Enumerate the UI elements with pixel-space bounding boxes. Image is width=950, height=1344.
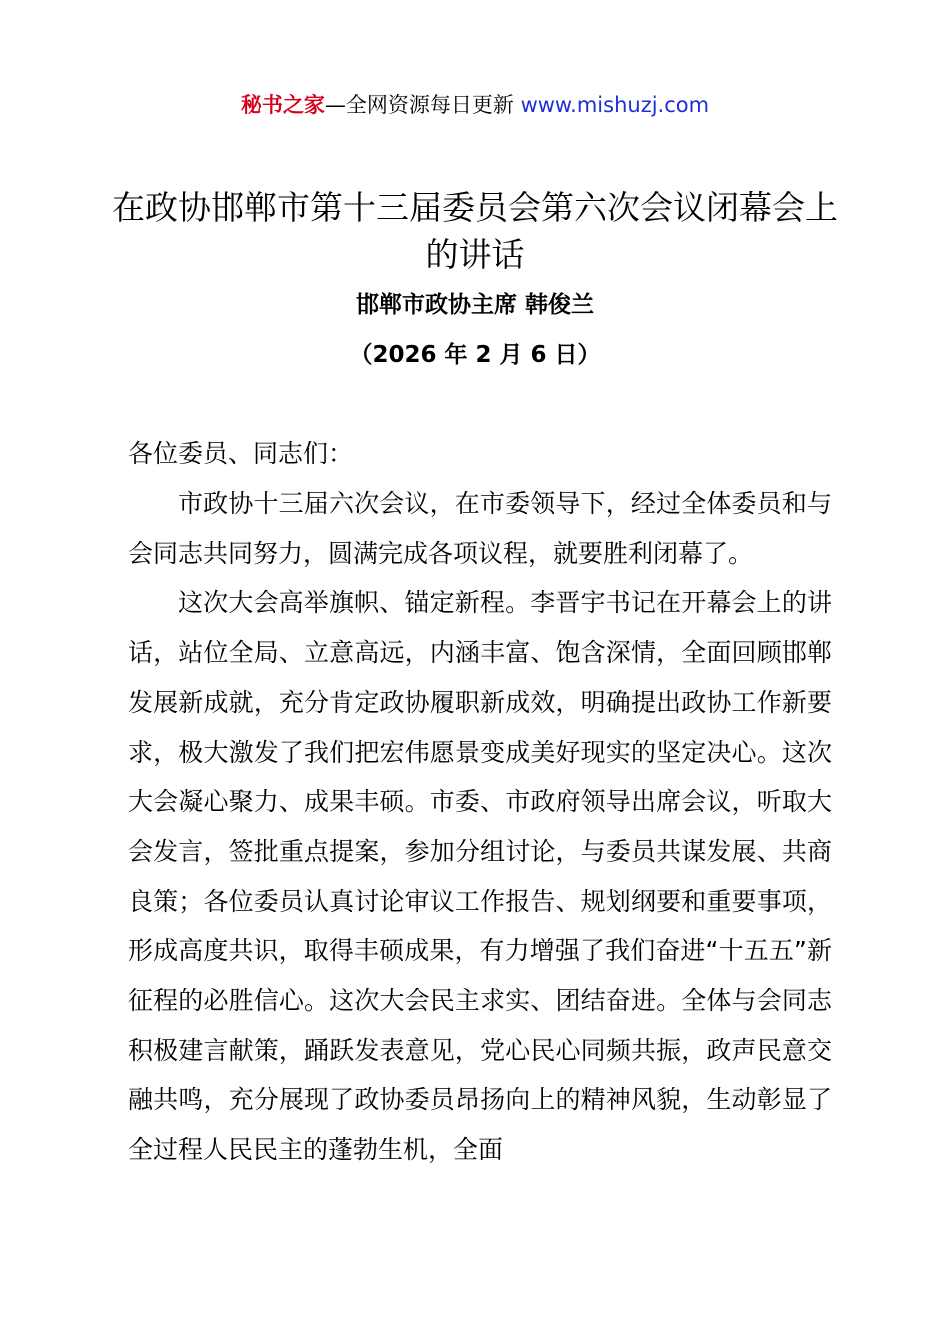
salutation: 各位委员、同志们： (128, 439, 354, 468)
document-author: 邯郸市政协主席 韩俊兰 (355, 292, 594, 318)
site-link[interactable]: www.mishuzj.com (520, 93, 710, 117)
brand-name: 秘书之家 (240, 93, 325, 117)
document-date: （2026 年 2 月 6 日） (349, 342, 601, 368)
site-header (0, 88, 950, 122)
paragraph: 这次大会高举旗帜、锚定新程。李晋宇书记在开幕会上的讲话，站位全局、立意高远，内涵丰富、饱含深情，全面回顾邯郸发展新成就，充分肯定政协履职新成效，明确提出政协工作新要求，极大激发了我们把宏伟愿景变成美好现实的坚定决心。这次大会凝心聚力、成果丰硕。市委、市政府领导出席会议，听取大会发言，签批重点提案，参加分组讨论，与委员共谋发展、共商良策；各位委员认真讨论审议工作报告、规划纲要和重要事项，形成高度共识，取得丰硕成果，有力增强了我们奋进“十五五”新征程的必胜信心。这次大会民主求实、团结奋进。全体与会同志积极建言献策，踊跃发表意见，党心民心同频共振，政声民意交融共鸣，充分展现了政协委员昂扬向上的精神风貌，生动彰显了全过程人民民主的蓬勃生机，全面 (128, 588, 832, 1165)
header-tagline: —全网资源每日更新 (324, 93, 521, 117)
document-body (128, 479, 832, 1175)
paragraph: 市政协十三届六次会议，在市委领导下，经过全体委员和与会同志共同努力，圆满完成各项议程，就要胜利闭幕了。 (128, 489, 832, 568)
document-title: 在政协邯郸市第十三届委员会第六次会议闭幕会上的讲话 (112, 188, 838, 274)
